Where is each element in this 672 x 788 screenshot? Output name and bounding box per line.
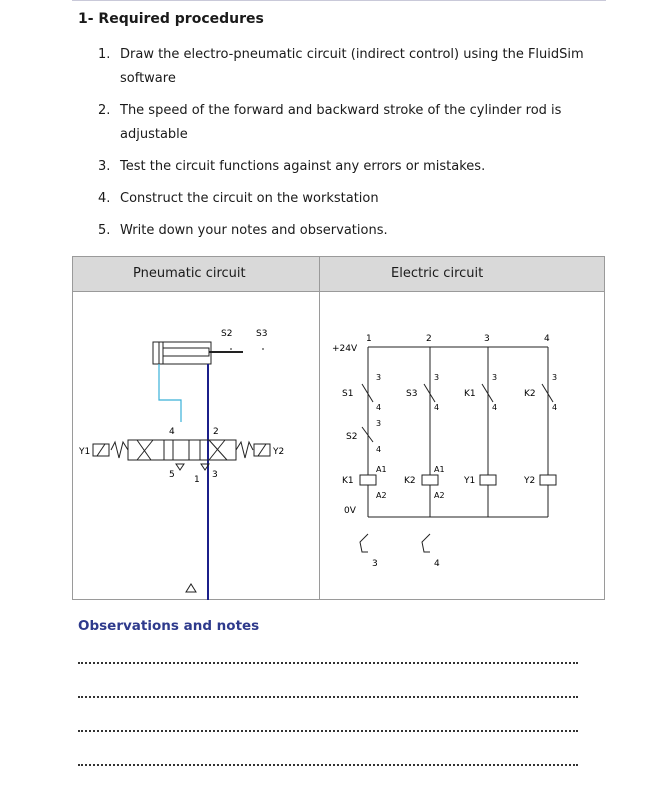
pneu-s3: S3	[256, 329, 268, 339]
notes-line[interactable]	[78, 696, 578, 698]
notes-line[interactable]	[78, 662, 578, 664]
port-2-label: 2	[213, 427, 219, 437]
cylinder-rod	[163, 348, 209, 356]
procedure-step: 2. The speed of the forward and backward stroke of the cylinder rod is adjustable	[98, 103, 562, 142]
s3-label: S3	[406, 389, 418, 399]
k2-contact-label: K2	[524, 389, 536, 399]
port-1-label: 1	[194, 475, 200, 485]
pneu-y2-label: Y2	[273, 447, 285, 457]
col-num-2: 2	[426, 334, 432, 344]
section-title: 1- Required procedures	[78, 11, 264, 27]
electric-circuit-diagram	[320, 292, 605, 600]
procedure-step: 1. Draw the electro-pneumatic circuit (indirect control) using the FluidSim software	[98, 47, 584, 86]
procedure-step: 4. Construct the circuit on the workstation	[98, 191, 379, 206]
k2-top-terminal: 3	[552, 373, 558, 382]
contact-ref-left: 3	[372, 559, 378, 569]
exhaust-5	[176, 464, 184, 470]
s3-top-terminal: 3	[434, 373, 440, 382]
k1-a1-label: A1	[376, 465, 387, 474]
cylinder-body	[153, 342, 211, 364]
valve-position-0	[164, 440, 200, 460]
col-num-1: 1	[366, 334, 372, 344]
valve-position-a	[128, 440, 164, 460]
pneumatic-circuit-diagram	[73, 292, 319, 600]
k2-bottom-terminal: 4	[552, 403, 558, 412]
pressure-supply	[186, 584, 196, 592]
notes-line[interactable]	[78, 730, 578, 732]
contact-ref-k2	[422, 534, 430, 552]
procedure-step: 5. Write down your notes and observations.	[98, 223, 388, 238]
pneu-s2: S2	[221, 329, 233, 339]
port-5-label: 5	[169, 470, 175, 480]
notes-line[interactable]	[78, 764, 578, 766]
s1-bottom-terminal: 4	[376, 403, 382, 412]
s2-label: S2	[346, 432, 358, 442]
top-rule	[72, 0, 606, 1]
s2-top-terminal: 3	[376, 419, 382, 428]
circuit-table	[72, 256, 605, 600]
s2-bottom-terminal: 4	[376, 445, 382, 454]
k1-a2-label: A2	[376, 491, 387, 500]
contact-ref-k1	[360, 534, 368, 552]
k2-a2-label: A2	[434, 491, 445, 500]
pneu-y1-label: Y1	[79, 447, 91, 457]
s1-label: S1	[342, 389, 354, 399]
procedure-step: 3. Test the circuit functions against any errors or mistakes.	[98, 159, 486, 174]
line-port-4	[159, 364, 181, 422]
s1-top-terminal: 3	[376, 373, 382, 382]
port-3-label: 3	[212, 470, 218, 480]
port-4-label: 4	[169, 427, 175, 437]
col-num-3: 3	[484, 334, 490, 344]
k1-coil-label: K1	[342, 476, 354, 486]
k2-a1-label: A1	[434, 465, 445, 474]
k1-coil	[360, 475, 376, 485]
electric-circuit-header: Electric circuit	[391, 266, 484, 281]
y1-coil-label: Y1	[464, 476, 476, 486]
k1-top-terminal: 3	[492, 373, 498, 382]
right-spring	[236, 442, 253, 458]
zero-volt-label: 0V	[344, 506, 356, 516]
y2-coil	[540, 475, 556, 485]
k2-coil-label: K2	[404, 476, 416, 486]
procedure-list	[98, 43, 608, 243]
supply-label: +24V	[332, 344, 358, 354]
s3-bottom-terminal: 4	[434, 403, 440, 412]
y2-coil-label: Y2	[524, 476, 536, 486]
pneumatic-circuit-header: Pneumatic circuit	[133, 266, 246, 281]
col-num-4: 4	[544, 334, 550, 344]
k2-coil	[422, 475, 438, 485]
contact-ref-right: 4	[434, 559, 440, 569]
observations-title: Observations and notes	[78, 618, 260, 634]
left-spring	[111, 442, 128, 458]
y1-coil	[480, 475, 496, 485]
table-header	[73, 257, 604, 292]
k1-contact-label: K1	[464, 389, 476, 399]
k1-bottom-terminal: 4	[492, 403, 498, 412]
